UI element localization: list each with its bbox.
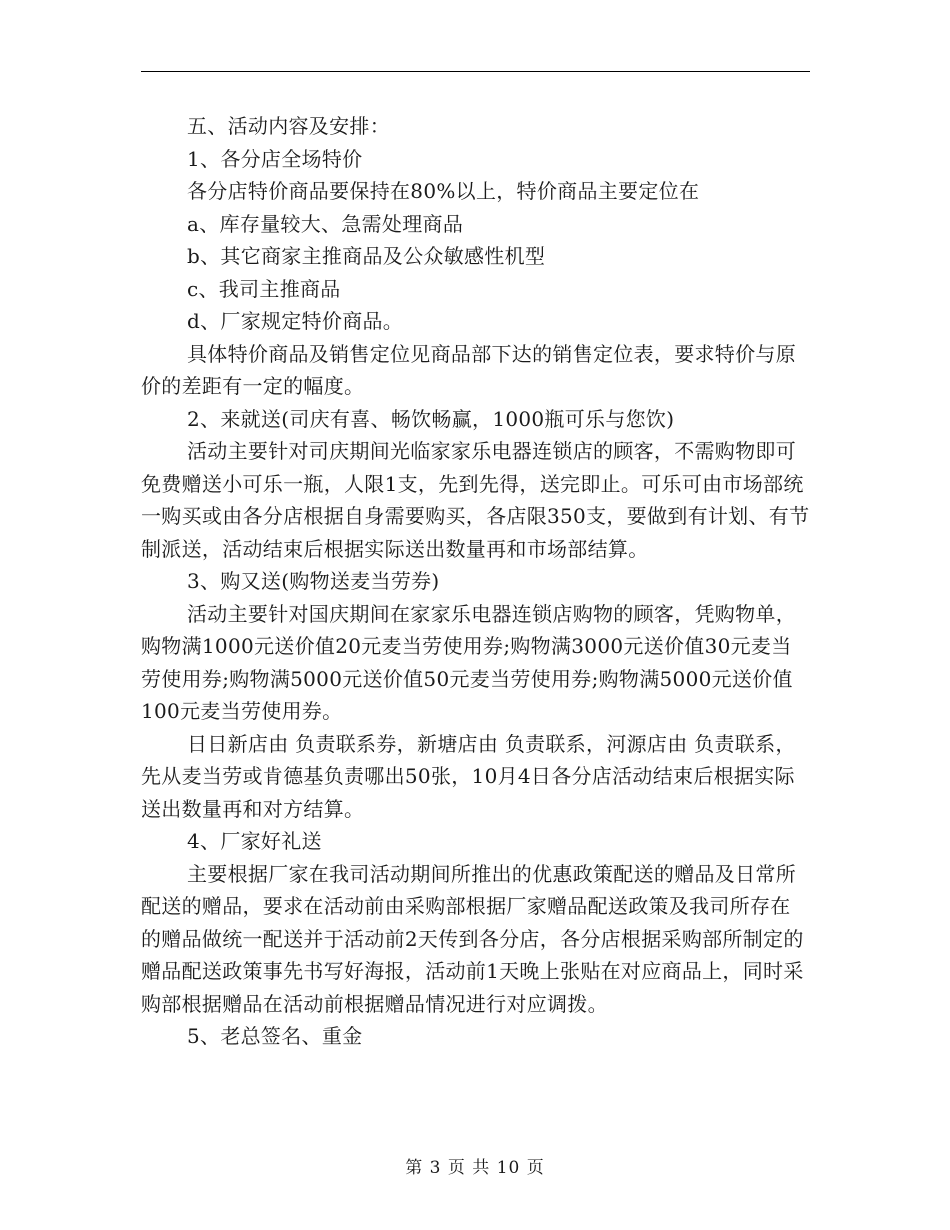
- item-1-intro: 各分店特价商品要保持在80%以上，特价商品主要定位在: [187, 179, 700, 203]
- item-4-heading: 4、厂家好礼送: [187, 829, 322, 853]
- item-1-d: d、厂家规定特价商品。: [187, 309, 404, 333]
- item-1-a: a、库存量较大、急需处理商品: [187, 211, 464, 236]
- item-4-body: 主要根据厂家在我司活动期间所推出的优惠政策配送的赠品及日常所配送的赠品，要求在活动前由采购部根据厂家赠品配送政策及我司所存在的赠品做统一配送并于活动前2天传到各分店，各分店根据采购部所制定的赠品配送政策事先书写好海报，活动前1天晚上张贴在对应商品上，同时采购部根据赠品在活动前根据赠品情况进行对应调拨。: [141, 861, 804, 1016]
- document-body: [141, 110, 810, 1053]
- item-2-heading: 2、来就送(司庆有喜、畅饮畅赢，1000瓶可乐与您饮): [187, 406, 675, 431]
- item-2-body: 活动主要针对司庆期间光临家家乐电器连锁店的顾客，不需购物即可免费赠送小可乐一瓶，人限1支，先到先得，送完即止。可乐可由市场部统一购买或由各分店根据自身需要购买，各店限350支，要做到有计划、有节制派送，活动结束后根据实际送出数量再和市场部结算。: [141, 439, 810, 561]
- item-5-heading: 5、老总签名、重金: [187, 1024, 363, 1048]
- item-1-detail: 具体特价商品及销售定位见商品部下达的销售定位表，要求特价与原价的差距有一定的幅度。: [141, 341, 796, 398]
- item-3-body: 活动主要针对国庆期间在家家乐电器连锁店购物的顾客，凭购物单，购物满1000元送价值20元麦当劳使用券;购物满3000元送价值30元麦当劳使用券;购物满5000元送价值50元麦当劳使用券;购物满5000元送价值100元麦当劳使用券。: [141, 601, 796, 723]
- item-1-b: b、其它商家主推商品及公众敏感性机型: [187, 244, 546, 268]
- item-1-c: c、我司主推商品: [187, 276, 341, 301]
- header-rule: [141, 71, 810, 72]
- item-3-heading: 3、购又送(购物送麦当劳券): [187, 569, 440, 593]
- page-number-footer: 第 3 页 共 10 页: [405, 1158, 545, 1178]
- section-heading: 五、活动内容及安排：: [187, 114, 390, 138]
- item-3-contacts: 日日新店由 负责联系券，新塘店由 负责联系，河源店由 负责联系，先从麦当劳或肯德基负责哪出50张，10月4日各分店活动结束后根据实际送出数量再和对方结算。: [141, 731, 796, 821]
- item-1-heading: 1、各分店全场特价: [187, 146, 363, 171]
